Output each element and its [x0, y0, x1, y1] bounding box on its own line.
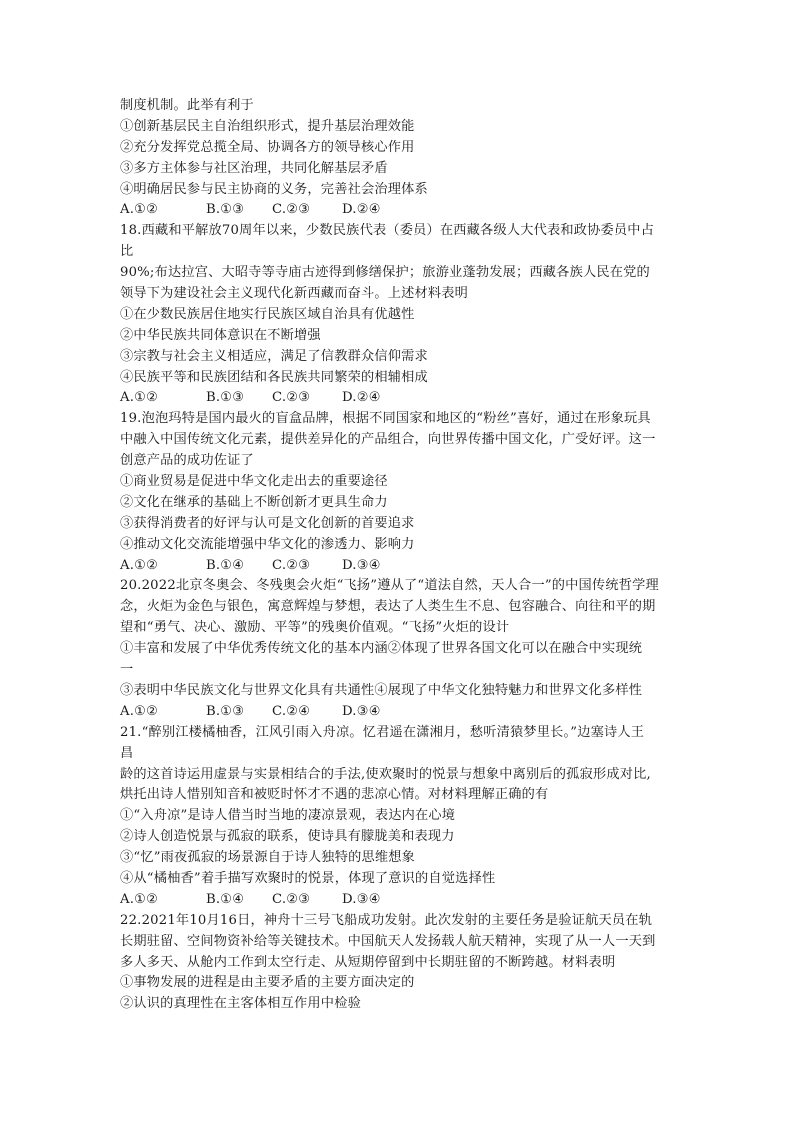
- answer-option: C.②③: [272, 891, 311, 907]
- text-line: ③宗教与社会主义相适应，满足了信教群众信仰需求: [120, 348, 428, 364]
- text-line: 20.2022北京冬奥会、冬残奥会火炬“飞扬”遵从了“道法自然，天人合一”的中国传统哲学理: [120, 578, 659, 594]
- answer-option: D.③④: [342, 703, 381, 719]
- answer-option: B.①③: [206, 390, 245, 406]
- answer-option: B.①④: [206, 557, 245, 573]
- text-line: ③表明中华民族文化与世界文化具有共通性④展现了中华文化独特魅力和世界文化多样性: [120, 682, 643, 698]
- text-line: ④从“橘柚香”着手描写欢聚时的悦景，体现了意识的自觉选择性: [120, 870, 496, 886]
- text-line: ①“入舟凉”是诗人借当时当地的凄凉景观，表达内在心境: [120, 808, 456, 824]
- answer-option: D.③④: [342, 891, 381, 907]
- text-line: 21.“醉别江楼橘柚香，江风引雨入舟凉。忆君遥在潇湘月，愁听清猿梦里长。”边塞诗人王: [120, 724, 645, 740]
- text-line: 比: [120, 244, 134, 260]
- answer-option: C.②④: [272, 703, 311, 719]
- text-line: 多人多天、从舱内工作到太空行走、从短期停留到中长期驻留的不断跨越。材料表明: [120, 954, 616, 970]
- answer-options: [120, 702, 680, 723]
- text-line: ③“忆”雨夜孤寂的场景源自于诗人独特的思维想象: [120, 850, 416, 866]
- text-line: 烘托出诗人惜别知音和被贬时怀才不遇的悲凉心情。对材料理解正确的有: [120, 787, 549, 803]
- text-line: ②文化在继承的基础上不断创新才更具生命力: [120, 494, 388, 510]
- text-line: ①商业贸易是促进中华文化走出去的重要途径: [120, 474, 388, 490]
- text-line: 一: [120, 662, 134, 678]
- answer-option: B.①④: [206, 891, 245, 907]
- text-line: 长期驻留、空间物资补给等关键技术。中国航天人发扬载人航天精神，实现了从一人一天到: [120, 933, 656, 949]
- text-line: 18.西藏和平解放70周年以来，少数民族代表（委员）在西藏各级人大代表和政协委员中占: [120, 223, 655, 239]
- answer-options: [120, 556, 680, 577]
- answer-option: D.②④: [342, 390, 381, 406]
- text-line: 龄的这首诗运用虚景与实景相结合的手法,使欢聚时的悦景与想象中离别后的孤寂形成对比,: [120, 766, 651, 782]
- text-line: ④推动文化交流能增强中华文化的渗透力、影响力: [120, 536, 415, 552]
- text-line: 昌: [120, 745, 134, 761]
- text-line: ①丰富和发展了中华优秀传统文化的基本内涵②体现了世界各国文化可以在融合中实现统: [120, 641, 643, 657]
- text-line: ④民族平等和民族团结和各民族共同繁荣的相辅相成: [120, 369, 428, 385]
- answer-option: A.①②: [120, 557, 159, 573]
- text-line: 望和“勇气、决心、激励、平等”的残奥价值观。“飞扬”火炬的设计: [120, 620, 510, 636]
- answer-options: [120, 890, 680, 911]
- text-line: 创意产品的成功佐证了: [120, 453, 254, 469]
- text-line: ④明确居民参与民主协商的义务，完善社会治理体系: [120, 181, 428, 197]
- answer-option: D.②④: [342, 202, 381, 218]
- text-line: ②中华民族共同体意识在不断增强: [120, 327, 321, 343]
- text-line: 19.泡泡玛特是国内最火的盲盒品牌，根据不同国家和地区的“粉丝”喜好，通过在形象玩具: [120, 411, 651, 427]
- answer-option: A.①②: [120, 390, 159, 406]
- answer-option: A.①②: [120, 891, 159, 907]
- answer-option: B.①③: [206, 703, 245, 719]
- text-line: 中融入中国传统文化元素，提供差异化的产品组合，向世界传播中国文化，广受好评。这一: [120, 432, 656, 448]
- text-line: 90%;布达拉宫、大昭寺等寺庙古迹得到修缮保护；旅游业蓬勃发展；西藏各族人民在党的: [120, 265, 650, 281]
- answer-options: [120, 388, 680, 409]
- text-line: ③获得消费者的好评与认可是文化创新的首要追求: [120, 515, 415, 531]
- answer-option: A.①②: [120, 202, 159, 218]
- answer-option: D.③④: [342, 557, 381, 573]
- text-line: ②充分发挥党总揽全局、协调各方的领导核心作用: [120, 139, 415, 155]
- answer-option: A.①②: [120, 703, 159, 719]
- text-line: 领导下为建设社会主义现代化新西藏而奋斗。上述材料表明: [120, 286, 469, 302]
- text-line: 念，火炬为金色与银色，寓意辉煌与梦想，表达了人类生生不息、包容融合、向往和平的期: [120, 599, 656, 615]
- answer-option: C.②③: [272, 390, 311, 406]
- text-line: ①在少数民族居住地实行民族区域自治具有优越性: [120, 306, 415, 322]
- text-line: ②认识的真理性在主客体相互作用中检验: [120, 996, 361, 1012]
- text-line: ①创新基层民主自治组织形式，提升基层治理效能: [120, 118, 415, 134]
- text-line: ①事物发展的进程是由主要矛盾的主要方面决定的: [120, 975, 415, 991]
- answer-option: C.②③: [272, 202, 311, 218]
- text-line: 制度机制。此举有利于: [120, 98, 254, 113]
- text-line: 22.2021年10月16日，神舟十三号飞船成功发射。此次发射的主要任务是验证航天员在轨: [120, 912, 653, 928]
- answer-options: [120, 200, 680, 221]
- answer-option: B.①③: [206, 202, 245, 218]
- text-line: ②诗人创造悦景与孤寂的联系，使诗具有朦胧美和表现力: [120, 829, 455, 845]
- answer-option: C.②③: [272, 557, 311, 573]
- question-text-block: [120, 96, 680, 1015]
- text-line: ③多方主体参与社区治理，共同化解基层矛盾: [120, 160, 388, 176]
